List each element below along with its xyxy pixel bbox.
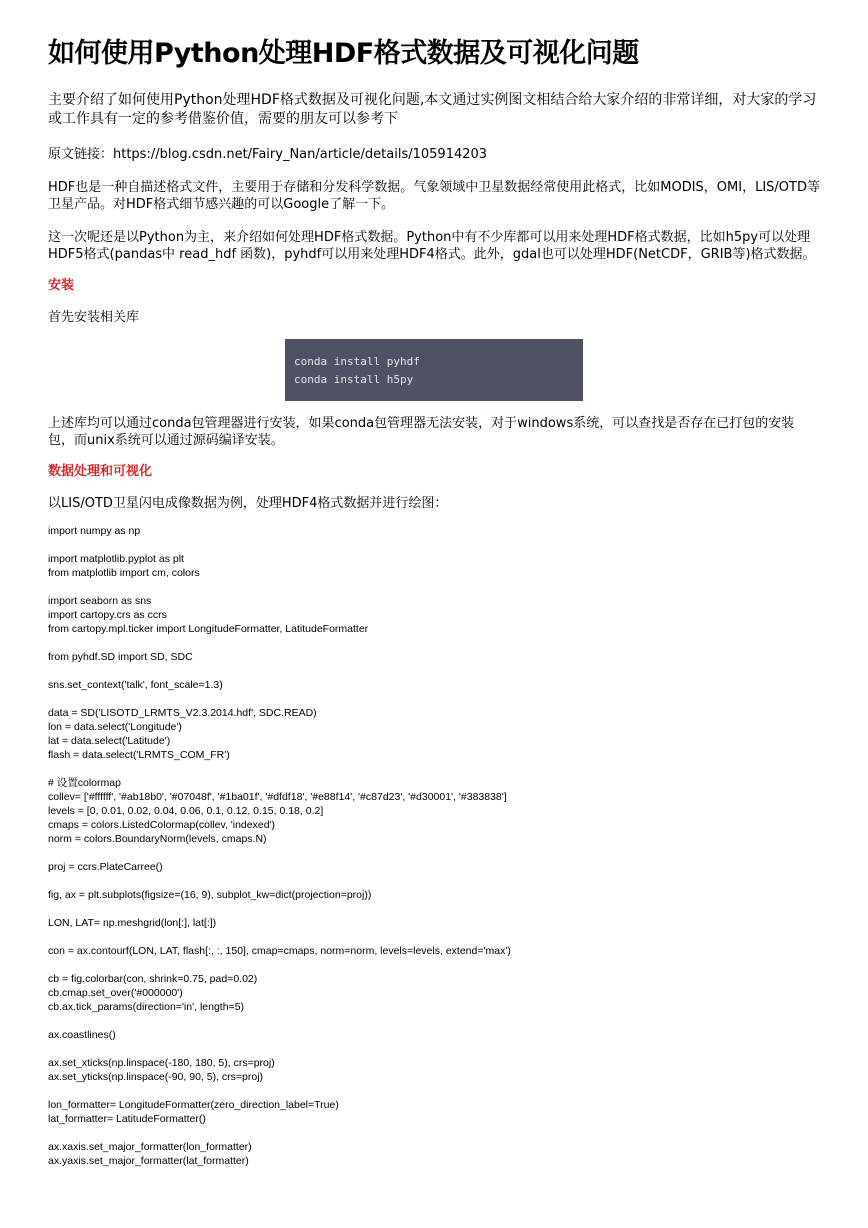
code-line: from cartopy.mpl.ticker import LongitudeFormatter, LatitudeFormatter [48, 623, 369, 635]
code-line: ax.yaxis.set_major_formatter(lat_formatter) [48, 1155, 249, 1167]
processing-intro: 以LIS/OTD卫星闪电成像数据为例，处理HDF4格式数据并进行绘图： [48, 496, 448, 511]
code-line [48, 538, 820, 552]
code-line: import cartopy.crs as ccrs [48, 609, 167, 621]
code-line: ax.coastlines() [48, 1029, 116, 1041]
code-line: import seaborn as sns [48, 595, 152, 607]
code-line: proj = ccrs.PlateCarree() [48, 861, 163, 873]
code-line: cb.ax.tick_params(direction='in', length=5) [48, 1001, 245, 1013]
code-line: LON, LAT= np.meshgrid(lon[:], lat[:]) [48, 917, 217, 929]
install-code-block [285, 339, 583, 401]
code-line: cb = fig.colorbar(con, shrink=0.75, pad=0.02) [48, 973, 258, 985]
code-line: cmaps = colors.ListedColormap(collev, 'indexed') [48, 819, 276, 831]
install-intro: 首先安装相关库 [48, 310, 140, 325]
paragraph-python-libs: 这一次呢还是以Python为主，来介绍如何处理HDF格式数据。Python中有不少库都可以用来处理HDF格式数据，比如h5py可以处理HDF5格式(pandas中 read_hdf 函数)，pyhdf可以用来处理HDF4格式。此外，gdal也可以处理HDF(NetCDF，GRIB等)格式数据。 [48, 230, 816, 262]
paragraph-install-notes: 上述库均可以通过conda包管理器进行安装，如果conda包管理器无法安装，对于windows系统，可以查找是否存在已打包的安装包，而unix系统可以通过源码编译安装。 [48, 416, 795, 448]
code-line [48, 874, 820, 888]
code-line: ax.set_xticks(np.linspace(-180, 180, 5), crs=proj) [48, 1057, 275, 1069]
code-line: sns.set_context('talk', font_scale=1.3) [48, 679, 223, 691]
code-line [48, 930, 820, 944]
code-line [48, 664, 820, 678]
code-line: norm = colors.BoundaryNorm(levels, cmaps.N) [48, 833, 267, 845]
code-line [48, 692, 820, 706]
code-line: lat = data.select('Latitude') [48, 735, 171, 747]
page-title: 如何使用Python处理HDF格式数据及可视化问题 [48, 38, 639, 69]
article-intro: 主要介绍了如何使用Python处理HDF格式数据及可视化问题,本文通过实例图文相结合给大家介绍的非常详细，对大家的学习或工作具有一定的参考借鉴价值，需要的朋友可以参考下 [48, 92, 817, 127]
code-line [48, 762, 820, 776]
code-line [48, 1042, 820, 1056]
code-line [48, 1126, 820, 1140]
install-command-line: conda install h5py [294, 373, 414, 386]
code-line: from matplotlib import cm, colors [48, 567, 200, 579]
code-line: levels = [0, 0.01, 0.02, 0.04, 0.06, 0.1, 0.12, 0.15, 0.18, 0.2] [48, 805, 324, 817]
code-line: from pyhdf.SD import SD, SDC [48, 651, 193, 663]
paragraph-hdf-intro: HDF也是一种自描述格式文件，主要用于存储和分发科学数据。气象领域中卫星数据经常使用此格式，比如MODIS，OMI，LIS/OTD等卫星产品。对HDF格式细节感兴趣的可以Google了解一下。 [48, 180, 820, 212]
code-line: collev= ['#ffffff', '#ab18b0', '#07048f', '#1ba01f', '#dfdf18', '#e88f14', '#c87d23', '#d30001', '#383838'] [48, 791, 507, 803]
section-heading-processing: 数据处理和可视化 [48, 464, 153, 479]
code-line [48, 580, 820, 594]
code-line: lat_formatter= LatitudeFormatter() [48, 1113, 206, 1125]
code-line: import numpy as np [48, 525, 141, 537]
article [48, 36, 820, 1168]
code-line: import matplotlib.pyplot as plt [48, 553, 184, 565]
code-line [48, 958, 820, 972]
code-line: data = SD('LISOTD_LRMTS_V2.3.2014.hdf', SDC.READ) [48, 707, 317, 719]
code-listing [48, 524, 820, 1168]
code-line: cb.cmap.set_over('#000000') [48, 987, 183, 999]
code-line: ax.set_yticks(np.linspace(-90, 90, 5), crs=proj) [48, 1071, 264, 1083]
code-line: con = ax.contourf(LON, LAT, flash[:, :, 150], cmap=cmaps, norm=norm, levels=levels, extend='max') [48, 945, 511, 957]
code-line [48, 1084, 820, 1098]
code-line: fig, ax = plt.subplots(figsize=(16, 9), subplot_kw=dict(projection=proj)) [48, 889, 372, 901]
code-line: ax.xaxis.set_major_formatter(lon_formatter) [48, 1141, 252, 1153]
section-heading-install: 安装 [48, 278, 75, 293]
code-line: flash = data.select('LRMTS_COM_FR') [48, 749, 230, 761]
code-line [48, 902, 820, 916]
code-line [48, 846, 820, 860]
code-line: lon_formatter= LongitudeFormatter(zero_direction_label=True) [48, 1099, 339, 1111]
code-line [48, 1014, 820, 1028]
code-line [48, 636, 820, 650]
source-link[interactable]: 原文链接：https://blog.csdn.net/Fairy_Nan/article/details/105914203 [48, 147, 488, 162]
code-line: lon = data.select('Longitude') [48, 721, 182, 733]
code-line: # 设置colormap [48, 777, 121, 789]
install-command-line: conda install pyhdf [294, 355, 420, 368]
